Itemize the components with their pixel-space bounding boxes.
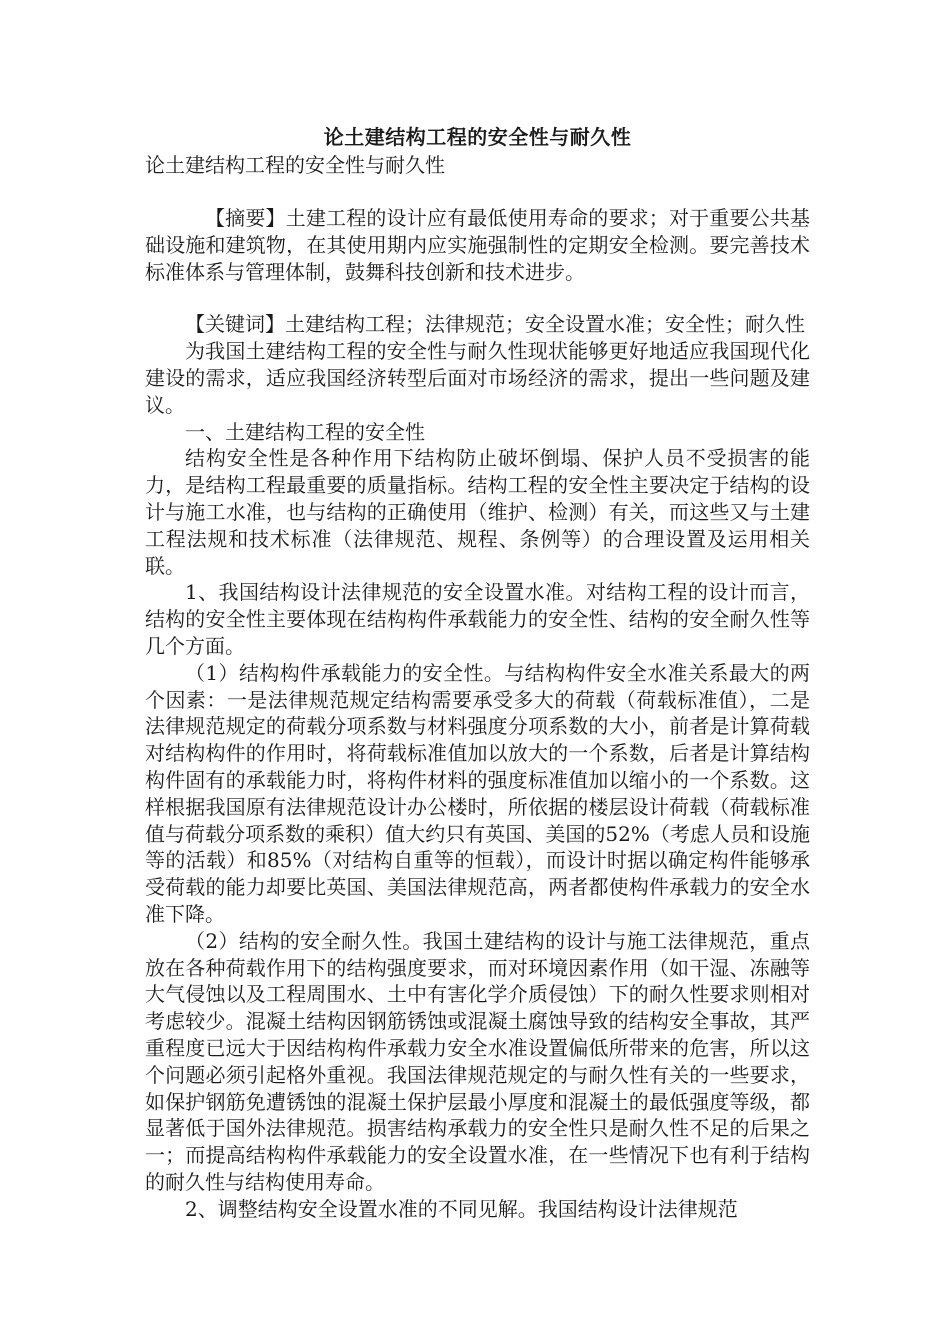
keywords-paragraph: 【关键词】土建结构工程；法律规范；安全设置水准；安全性；耐久性 (185, 312, 805, 337)
body-paragraph: （2）结构的安全耐久性。我国土建结构的设计与施工法律规范，重点放在各种荷载作用下的结构强度要求，而对环境因素作用（如干湿、冻融等大气侵蚀以及工程周围水、土中有害化学介质侵蚀）下的耐久性要求则相对考虑较少。混凝土结构因钢筋锈蚀或混凝土腐蚀导致的结构安全事故，其严重程度已远大于因结构构件承载力安全水准设置偏低所带来的危害，所以这个问题必须引起格外重视。我国法律规范规定的与耐久性有关的一些要求，如保护钢筋免遭锈蚀的混凝土保护层最小厚度和混凝土的最低强度等级，都显著低于国外法律规范。损害结构承载力的安全性只是耐久性不足的后果之一；而提高结构构件承载能力的安全设置水准，在一些情况下也有利于结构的耐久性与结构使用寿命。 (145, 928, 810, 1194)
body-paragraph: （1）结构构件承载能力的安全性。与结构构件安全水准关系最大的两个因素：一是法律规范规定结构需要承受多大的荷载（荷载标准值），二是法律规范规定的荷载分项系数与材料强度分项系数的大小，前者是计算荷载对结构构件的作用时，将荷载标准值加以放大的一个系数，后者是计算结构构件固有的承载能力时，将构件材料的强度标准值加以缩小的一个系数。这样根据我国原有法律规范设计办公楼时，所依据的楼层设计荷载（荷载标准值与荷载分项系数的乘积）值大约只有英国、美国的52%（考虑人员和设施等的活载）和85%（对结构自重等的恒载），而设计时据以确定构件能够承受荷载的能力却要比英国、美国法律规范高，两者都使构件承载力的安全水准下降。 (145, 660, 810, 926)
spacer (145, 285, 810, 311)
section-heading: 一、土建结构工程的安全性 (185, 419, 425, 444)
body-paragraph: 2、调整结构安全设置水准的不同见解。我国结构设计法律规范 (185, 1196, 738, 1221)
body-paragraph: 结构安全性是各种作用下结构防止破坏倒塌、保护人员不受损害的能力，是结构工程最重要的质量指标。结构工程的安全性主要决定于结构的设计与施工水准，也与结构的正确使用（维护、检测）有关，而这些又与土建工程法规和技术标准（法律规范、规程、条例等）的合理设置及运用相关联。 (145, 446, 810, 578)
abstract-paragraph: 【摘要】土建工程的设计应有最低使用寿命的要求；对于重要公共基础设施和建筑物，在其使用期内应实施强制性的定期安全检测。要完善技术标准体系与管理体制，鼓舞科技创新和技术进步。 (145, 206, 810, 284)
intro-paragraph: 为我国土建结构工程的安全性与耐久性现状能够更好地适应我国现代化建设的需求，适应我国经济转型后面对市场经济的需求，提出一些问题及建议。 (145, 339, 810, 417)
document-subtitle: 论土建结构工程的安全性与耐久性 (145, 153, 445, 177)
spacer (145, 179, 810, 205)
document-title: 论土建结构工程的安全性与耐久性 (323, 125, 632, 149)
body-paragraph: 1、我国结构设计法律规范的安全设置水准。对结构工程的设计而言，结构的安全性主要体现在结构构件承载能力的安全性、结构的安全耐久性等几个方面。 (145, 580, 810, 658)
document-body (145, 122, 810, 1222)
